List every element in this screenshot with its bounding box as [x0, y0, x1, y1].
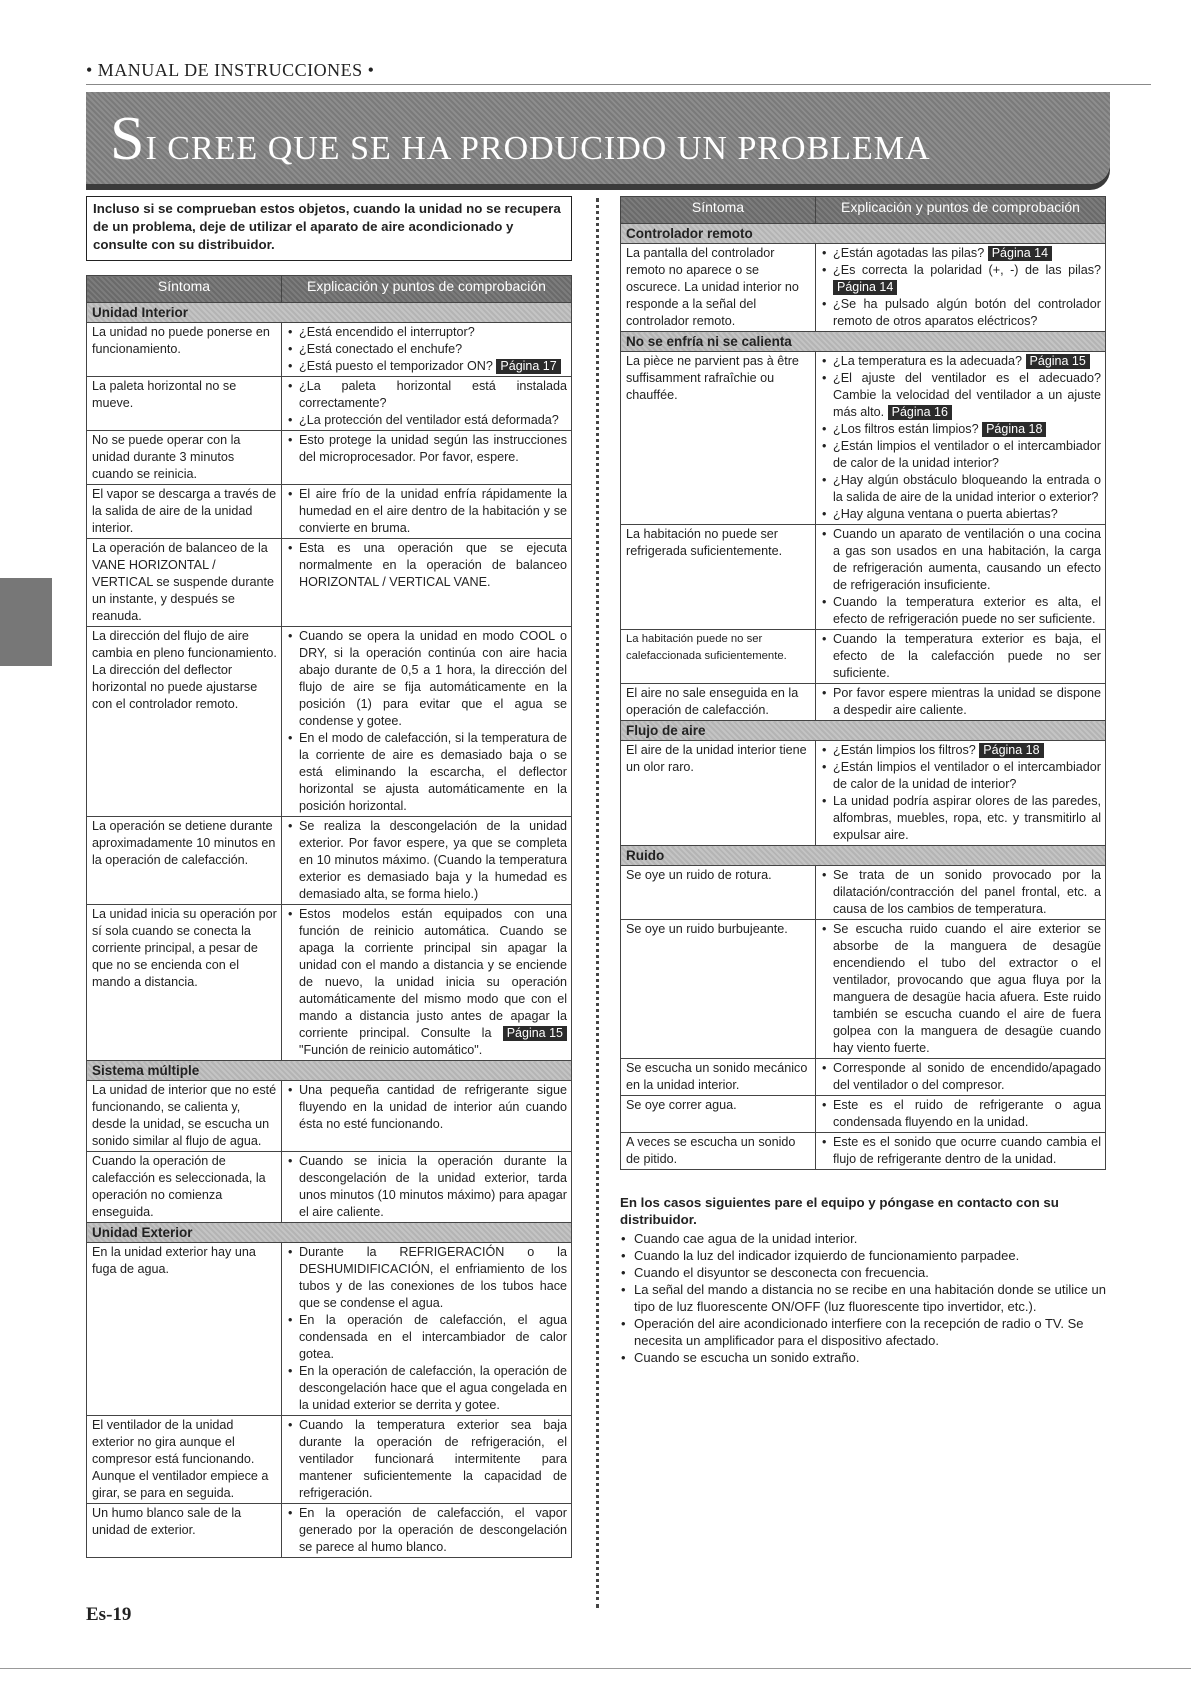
table-row — [621, 1096, 1106, 1133]
explanation-text: ¿La protección del ventilador está deformada? — [299, 413, 559, 427]
page-reference-badge: Página 14 — [833, 280, 897, 295]
explanation-list — [287, 1153, 567, 1221]
explanation-text: Cuando la temperatura exterior sea baja durante la operación de refrigeración, el ventilador funcionará intermitente para mantener suficientemente la capacidad de refrigeración. — [299, 1418, 567, 1500]
explanation-text: Una pequeña cantidad de refrigerante sigue fluyendo en la unidad de interior aún cuando ésta no esté funcionando. — [299, 1083, 567, 1131]
section-title: Unidad Interior — [87, 303, 572, 323]
explanation-list — [287, 486, 567, 537]
explanation-list — [821, 1134, 1101, 1168]
explanation-item — [833, 921, 1101, 1057]
explanation-list — [821, 353, 1101, 523]
document-header: • MANUAL DE INSTRUCCIONES • — [86, 60, 375, 80]
explanation-item — [299, 730, 567, 815]
notice-item: • La señal del mando a distancia no se recibe en una habitación donde se utilice un tipo de luz fluorescente ON/OFF (luz fluorescente tipo invertidor, etc.). — [634, 1281, 1106, 1315]
explanation-list — [287, 1505, 567, 1556]
title-rest: I CREE QUE SE HA PRODUCIDO UN PROBLEMA — [145, 130, 931, 167]
explanation-item — [833, 1097, 1101, 1131]
explanation-text: Cuando se opera la unidad en modo COOL o DRY, si la operación continúa con aire hacia abajo durante de 0,5 a 1 hora, la dirección del flujo de aire se fija automáticamente en la posición (1) para evitar que el agua se condense y gotee. — [299, 629, 567, 728]
explanation-text: Este es el sonido que ocurre cuando cambia el flujo de refrigerante dentro de la unidad. — [833, 1135, 1101, 1166]
explanation-text: ¿Es correcta la polaridad (+, -) de las pilas? — [833, 263, 1101, 277]
section-header-row — [621, 846, 1106, 866]
symptom-cell: La operación se detiene durante aproximadamente 10 minutos en la operación de calefacción. — [87, 817, 282, 905]
title-banner — [86, 92, 1110, 184]
explanation-list — [287, 1082, 567, 1133]
explanation-cell — [816, 741, 1106, 846]
explanation-item — [299, 486, 567, 537]
explanation-text: ¿Están limpios el ventilador o el intercambiador de calor de la unidad interior? — [833, 439, 1101, 470]
title-initial: S — [110, 105, 146, 173]
right-column — [620, 196, 1106, 1366]
symptom-cell: La paleta horizontal no se mueve. — [87, 377, 282, 431]
explanation-text: ¿Hay algún obstáculo bloqueando la entrada o la salida de aire de la unidad interior o exterior? — [833, 473, 1101, 504]
explanation-item — [299, 1505, 567, 1556]
explanation-item — [833, 353, 1101, 370]
explanation-item — [299, 1363, 567, 1414]
section-title: Flujo de aire — [621, 721, 1106, 741]
table-row — [621, 684, 1106, 721]
explanation-text: En la operación de calefacción, el vapor generado por la operación de descongelación se parece al humo blanco. — [299, 1506, 567, 1554]
table-row — [621, 920, 1106, 1059]
table-row — [621, 1059, 1106, 1096]
page-reference-badge: Página 18 — [982, 422, 1046, 437]
symptom-cell: El aire de la unidad interior tiene un olor raro. — [621, 741, 816, 846]
explanation-cell — [816, 1059, 1106, 1096]
explanation-item — [833, 262, 1101, 296]
explanation-cell — [816, 920, 1106, 1059]
explanation-item — [833, 594, 1101, 628]
explanation-item — [833, 759, 1101, 793]
section-title: Ruido — [621, 846, 1106, 866]
explanation-list — [287, 1417, 567, 1502]
notice-item: • Cuando la luz del indicador izquierdo de funcionamiento parpadee. — [634, 1247, 1106, 1264]
troubleshooting-table-right — [620, 196, 1106, 1170]
explanation-text: Cuando un aparato de ventilación o una cocina a gas son usados en una habitación, la carga de refrigeración aumenta, causando un efecto de refrigeración insuficiente. — [833, 527, 1101, 592]
section-header-row — [87, 303, 572, 323]
explanation-item — [299, 358, 567, 375]
explanation-text: ¿La temperatura es la adecuada? — [833, 354, 1023, 368]
explanation-list — [821, 631, 1101, 682]
explanation-item — [299, 540, 567, 591]
section-title: No se enfría ni se calienta — [621, 332, 1106, 352]
col-header-explanation: Explicación y puntos de comprobación — [282, 276, 572, 303]
page-number: Es-19 — [86, 1604, 132, 1625]
explanation-cell — [282, 817, 572, 905]
symptom-cell: Un humo blanco sale de la unidad de exterior. — [87, 1504, 282, 1558]
explanation-text: Se realiza la descongelación de la unidad exterior. Por favor espere, ya que se completa en 10 minutos máximo. (Cuando la temperatura exterior es demasiado baja y la humedad es demasiado alta, se forma hielo.) — [299, 819, 567, 901]
explanation-text: ¿Están limpios los filtros? — [833, 743, 976, 757]
symptom-cell: En la unidad exterior hay una fuga de agua. — [87, 1243, 282, 1416]
explanation-item — [299, 412, 567, 429]
contact-distributor-notice — [620, 1194, 1106, 1366]
explanation-list — [821, 685, 1101, 719]
explanation-text: ¿Está puesto el temporizador ON? — [299, 359, 493, 373]
explanation-cell — [816, 525, 1106, 630]
symptom-cell: Se oye un ruido burbujeante. — [621, 920, 816, 1059]
explanation-cell — [282, 1152, 572, 1223]
explanation-cell — [282, 1081, 572, 1152]
explanation-text: La unidad podría aspirar olores de las paredes, alfombras, muebles, ropa, etc. y transmitirlo al expulsar aire. — [833, 794, 1101, 842]
explanation-cell — [282, 431, 572, 485]
explanation-text-continued: "Función de reinicio automático". — [299, 1043, 483, 1057]
explanation-cell — [816, 866, 1106, 920]
notice-title: En los casos siguientes pare el equipo y póngase en contacto con su distribuidor. — [620, 1195, 1059, 1227]
explanation-list — [287, 540, 567, 591]
table-row — [87, 431, 572, 485]
symptom-cell: La pièce ne parvient pas à être suffisamment rafraîchie ou chauffée. — [621, 352, 816, 525]
explanation-item — [299, 628, 567, 730]
table-row — [621, 741, 1106, 846]
table-row — [87, 627, 572, 817]
explanation-cell — [816, 244, 1106, 332]
explanation-text: Se trata de un sonido provocado por la dilatación/contracción del panel frontal, etc. a causa de los cambios de temperatura. — [833, 868, 1101, 916]
explanation-cell — [282, 905, 572, 1061]
section-tab-marker — [0, 578, 52, 666]
table-row — [621, 1133, 1106, 1170]
table-row — [87, 905, 572, 1061]
table-row — [87, 377, 572, 431]
symptom-cell: Cuando la operación de calefacción es seleccionada, la operación no comienza enseguida. — [87, 1152, 282, 1223]
explanation-item — [299, 1153, 567, 1221]
table-row — [87, 1416, 572, 1504]
table-row — [87, 323, 572, 377]
troubleshooting-table-left — [86, 275, 572, 1558]
section-title: Sistema múltiple — [87, 1061, 572, 1081]
table-row — [87, 1243, 572, 1416]
explanation-cell — [816, 630, 1106, 684]
explanation-list — [287, 818, 567, 903]
explanation-text: Este es el ruido de refrigerante o agua condensada fluyendo en la unidad. — [833, 1098, 1101, 1129]
page-reference-badge: Página 14 — [988, 246, 1052, 261]
explanation-text: ¿Están agotadas las pilas? — [833, 246, 985, 260]
symptom-cell: La dirección del flujo de aire cambia en pleno funcionamiento. La dirección del deflector horizontal no puede ajustarse con el controlador remoto. — [87, 627, 282, 817]
explanation-item — [299, 1244, 567, 1312]
table-row — [621, 352, 1106, 525]
left-column — [86, 196, 572, 1558]
col-header-symptom: Síntoma — [87, 276, 282, 303]
explanation-item — [833, 742, 1101, 759]
page-reference-badge: Página 17 — [496, 359, 560, 374]
explanation-item — [299, 818, 567, 903]
explanation-text: Estos modelos están equipados con una función de reinicio automática. Cuando se apaga la corriente principal sin apagar la unidad con el mando a distancia y se enciende de nuevo, la unidad inicia su operación automáticamente del mismo modo que con el mando a distancia justo antes de apagar la corriente principal. Consulte la — [299, 907, 567, 1040]
explanation-text: ¿Está conectado el enchufe? — [299, 342, 463, 356]
explanation-text: En la operación de calefacción, el agua condensada en el intercambiador de calor gotea. — [299, 1313, 567, 1361]
explanation-text: Cuando se inicia la operación durante la descongelación de la unidad exterior, tarda unos minutos (10 minutos máximo) para apagar el aire caliente. — [299, 1154, 567, 1219]
table-row — [87, 1152, 572, 1223]
explanation-cell — [816, 352, 1106, 525]
explanation-cell — [282, 1243, 572, 1416]
explanation-text: Durante la REFRIGERACIÓN o la DESHUMIDIFICACIÓN, el enfriamiento de los tubos y de las conexiones de los tubos hace que se condense el agua. — [299, 1245, 567, 1310]
explanation-text: En la operación de calefacción, la operación de descongelación hace que el agua congelada en la unidad exterior se derrita y gotee. — [299, 1364, 567, 1412]
section-header-row — [621, 224, 1106, 244]
explanation-text: El aire frío de la unidad enfría rápidamente la humedad en el aire dentro de la habitación y se convierte en bruma. — [299, 487, 567, 535]
explanation-text: Cuando la temperatura exterior es alta, el efecto de refrigeración puede no ser suficiente. — [833, 595, 1101, 626]
table-row — [87, 1081, 572, 1152]
explanation-text: ¿Los filtros están limpios? — [833, 422, 979, 436]
explanation-cell — [282, 1504, 572, 1558]
table-row — [87, 539, 572, 627]
explanation-list — [821, 526, 1101, 628]
symptom-cell: La pantalla del controlador remoto no aparece o se oscurece. La unidad interior no responde a la señal del controlador remoto. — [621, 244, 816, 332]
header-rule — [86, 84, 1151, 85]
bottom-rule — [0, 1668, 1191, 1669]
explanation-list — [821, 921, 1101, 1057]
explanation-item — [299, 1082, 567, 1133]
explanation-list — [287, 628, 567, 815]
notice-item: • Cuando cae agua de la unidad interior. — [634, 1230, 1106, 1247]
symptom-cell: La habitación puede no ser calefaccionada suficientemente. — [621, 630, 816, 684]
explanation-list — [821, 742, 1101, 844]
symptom-cell: El ventilador de la unidad exterior no gira aunque el compresor está funcionando. Aunque el ventilador empiece a girar, se para en seguida. — [87, 1416, 282, 1504]
symptom-cell: No se puede operar con la unidad durante 3 minutos cuando se reinicia. — [87, 431, 282, 485]
symptom-cell: La unidad inicia su operación por sí sola cuando se conecta la corriente principal, a pesar de que no se encienda con el mando a distancia. — [87, 905, 282, 1061]
explanation-item — [833, 1060, 1101, 1094]
explanation-text: ¿Se ha pulsado algún botón del controlador remoto de otros aparatos eléctricos? — [833, 297, 1101, 328]
explanation-text: Esto protege la unidad según las instrucciones del microprocesador. Por favor, espere. — [299, 433, 567, 464]
explanation-cell — [282, 539, 572, 627]
symptom-cell: La unidad no puede ponerse en funcionamiento. — [87, 323, 282, 377]
section-header-row — [87, 1061, 572, 1081]
explanation-text: ¿Hay alguna ventana o puerta abiertas? — [833, 507, 1058, 521]
explanation-item — [299, 1417, 567, 1502]
explanation-list — [287, 324, 567, 375]
explanation-item — [833, 631, 1101, 682]
symptom-cell: El vapor se descarga a través de la salida de aire de la unidad interior. — [87, 485, 282, 539]
explanation-text: Cuando la temperatura exterior es baja, el efecto de la calefacción puede no ser suficiente. — [833, 632, 1101, 680]
explanation-item — [299, 906, 567, 1059]
table-row — [87, 817, 572, 905]
explanation-cell — [816, 1096, 1106, 1133]
explanation-text: ¿El ajuste del ventilador es el adecuado? Cambie la velocidad del ventilador a un ajuste más alto. — [833, 371, 1101, 419]
page-reference-badge: Página 16 — [888, 405, 952, 420]
explanation-item — [833, 1134, 1101, 1168]
explanation-text: ¿La paleta horizontal está instalada correctamente? — [299, 379, 567, 410]
explanation-text: Se escucha ruido cuando el aire exterior se absorbe de la manguera de desagüe encendiendo el tubo del extractor o el ventilador, provocando que agua fluya por la manguera de desagüe hacia afuera. Este ruido también se escucha cuando el aire de fuera golpea con la manguera de desagüe cuando hay viento fuerte. — [833, 922, 1101, 1055]
explanation-item — [833, 245, 1101, 262]
page-reference-badge: Página 15 — [1026, 354, 1090, 369]
explanation-text: Esta es una operación que se ejecuta normalmente en la operación de balanceo HORIZONTAL / VERTICAL VANE. — [299, 541, 567, 589]
explanation-list — [287, 378, 567, 429]
explanation-cell — [282, 377, 572, 431]
table-row — [87, 1504, 572, 1558]
column-divider — [596, 198, 599, 1608]
table-row — [621, 630, 1106, 684]
explanation-list — [821, 867, 1101, 918]
explanation-item — [299, 324, 567, 341]
explanation-cell — [282, 627, 572, 817]
explanation-list — [287, 906, 567, 1059]
symptom-cell: La operación de balanceo de la VANE HORIZONTAL / VERTICAL se suspende durante un instante, y después se reanuda. — [87, 539, 282, 627]
explanation-item — [833, 867, 1101, 918]
explanation-item — [833, 370, 1101, 421]
explanation-item — [833, 506, 1101, 523]
table-row — [621, 525, 1106, 630]
explanation-item — [299, 432, 567, 466]
page-title — [110, 104, 931, 175]
explanation-cell — [816, 1133, 1106, 1170]
notice-item: • Cuando se escucha un sonido extraño. — [634, 1349, 1106, 1366]
explanation-text: ¿Están limpios el ventilador o el intercambiador de calor de la unidad de interior? — [833, 760, 1101, 791]
section-header-row — [621, 721, 1106, 741]
notice-item: • Operación del aire acondicionado interfiere con la recepción de radio o TV. Se necesita un amplificador para el dispositivo afectado. — [634, 1315, 1106, 1349]
section-title: Unidad Exterior — [87, 1223, 572, 1243]
table-row — [621, 866, 1106, 920]
explanation-item — [833, 526, 1101, 594]
explanation-text: En el modo de calefacción, si la temperatura de la corriente de aire es demasiado baja o se está eliminando la escarcha, el deflector horizontal se ajusta automáticamente en la posición horizontal. — [299, 731, 567, 813]
symptom-cell: Se oye correr agua. — [621, 1096, 816, 1133]
intro-note: Incluso si se comprueban estos objetos, cuando la unidad no se recupera de un problema, deje de utilizar el aparato de aire acondicionado y consulte con su distribuidor. — [86, 196, 572, 261]
page-reference-badge: Página 15 — [503, 1026, 567, 1041]
col-header-symptom: Síntoma — [621, 197, 816, 224]
explanation-cell — [282, 1416, 572, 1504]
explanation-cell — [282, 485, 572, 539]
explanation-cell — [282, 323, 572, 377]
symptom-cell: El aire no sale enseguida en la operación de calefacción. — [621, 684, 816, 721]
page-reference-badge: Página 18 — [979, 743, 1043, 758]
symptom-cell: Se oye un ruido de rotura. — [621, 866, 816, 920]
explanation-item — [833, 421, 1101, 438]
explanation-cell — [816, 684, 1106, 721]
explanation-text: ¿Está encendido el interruptor? — [299, 325, 475, 339]
section-header-row — [621, 332, 1106, 352]
explanation-item — [299, 341, 567, 358]
explanation-item — [833, 296, 1101, 330]
section-title: Controlador remoto — [621, 224, 1106, 244]
explanation-list — [821, 1097, 1101, 1131]
explanation-list — [821, 245, 1101, 330]
section-header-row — [87, 1223, 572, 1243]
explanation-list — [287, 432, 567, 466]
explanation-item — [833, 685, 1101, 719]
symptom-cell: Se escucha un sonido mecánico en la unidad interior. — [621, 1059, 816, 1096]
explanation-item — [299, 378, 567, 412]
symptom-cell: La habitación no puede ser refrigerada suficientemente. — [621, 525, 816, 630]
explanation-list — [287, 1244, 567, 1414]
explanation-text: Corresponde al sonido de encendido/apagado del ventilador o del compresor. — [833, 1061, 1101, 1092]
symptom-cell: A veces se escucha un sonido de pitido. — [621, 1133, 816, 1170]
notice-list — [620, 1230, 1106, 1366]
explanation-text: Por favor espere mientras la unidad se dispone a despedir aire caliente. — [833, 686, 1101, 717]
col-header-explanation: Explicación y puntos de comprobación — [816, 197, 1106, 224]
explanation-list — [821, 1060, 1101, 1094]
explanation-item — [299, 1312, 567, 1363]
table-row — [87, 485, 572, 539]
explanation-item — [833, 438, 1101, 472]
explanation-item — [833, 472, 1101, 506]
table-row — [621, 244, 1106, 332]
explanation-item — [833, 793, 1101, 844]
symptom-cell: La unidad de interior que no esté funcionando, se calienta y, desde la unidad, se escucha un sonido similar al flujo de agua. — [87, 1081, 282, 1152]
notice-item: • Cuando el disyuntor se desconecta con frecuencia. — [634, 1264, 1106, 1281]
